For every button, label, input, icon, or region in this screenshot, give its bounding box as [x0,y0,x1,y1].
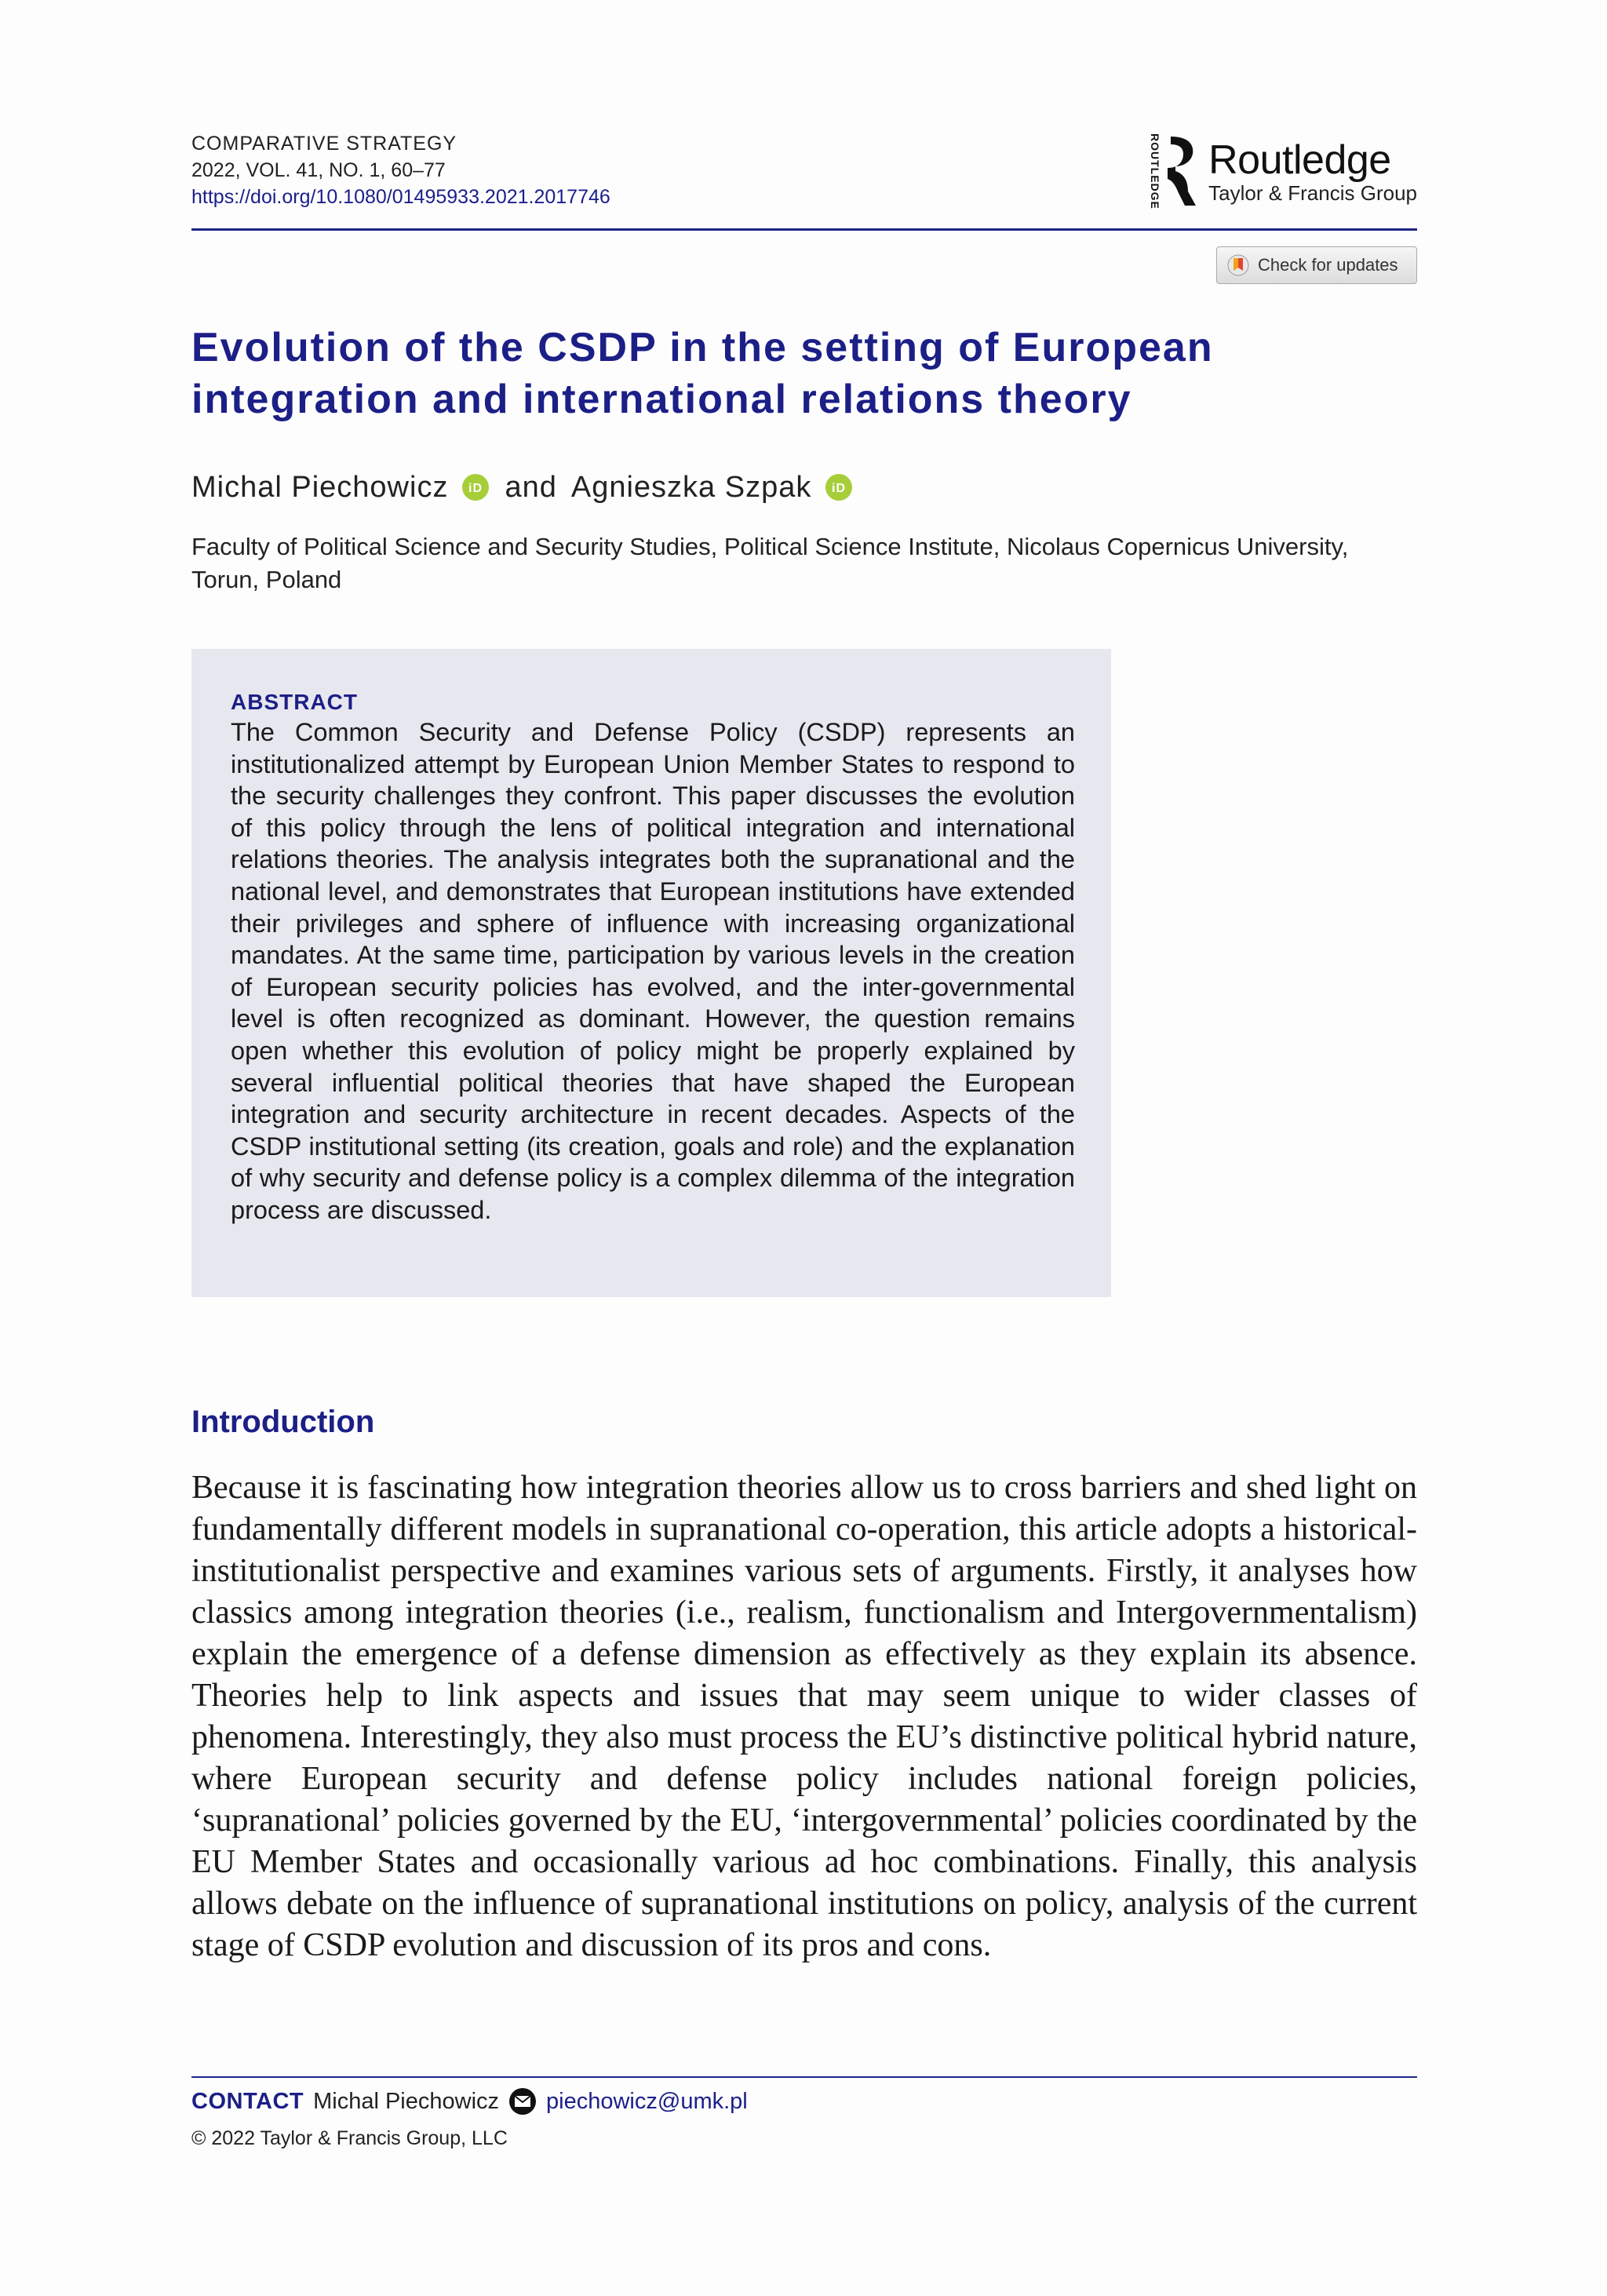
author-2: Agnieszka Szpak [570,471,812,504]
footer-divider [191,2076,1417,2078]
publisher-logo [1149,133,1417,210]
article-page [191,0,1417,2296]
abstract-text: The Common Security and Defense Policy (CSDP) represents an institutionalized attempt by European Union Member States to respond to the security challenges they confront. This paper discusses the evolution of this policy through the lens of political integration and international relations theories. The analysis integrates both the supranational and the national level, and demonstrates that European institutions have extended their privileges and sphere of influence with increasing organizational mandates. At the same time, participation by various levels in the creation of European security policies has evolved, and the inter-governmental level is often recognized as dominant. However, the question remains open whether this evolution of policy might be properly explained by several influential political theories that have shaped the European integration and security architecture in recent decades. Aspects of the CSDP institutional setting (its creation, goals and role) and the explanation of why security and defense policy is a complex dilemma of the integration process are discussed. [231,718,1075,1224]
journal-name: COMPARATIVE STRATEGY [191,133,457,155]
svg-text:iD: iD [468,482,483,495]
publisher-name: Routledge [1208,137,1391,184]
introduction-text: Because it is fascinating how integration theories allow us to cross barriers and shed light on fundamentally different models in supranational co-operation, this article adopts a historical-institutionalist perspective and examines various sets of arguments. Firstly, it analyses how classics among integration theories (i.e., realism, functionalism and Intergovernmentalism) explain the emergence of a defense dimension as effectively as they explain its absence. Theories help to link aspects and issues that may seem unique to wider classes of phenomena. Interestingly, they also must process the EU’s distinctive political hybrid nature, where European security and defense policy includes national foreign policies, ‘supranational’ policies governed by the EU, ‘intergovernmental’ policies coordinated by the EU Member States and occasionally various ad hoc combinations. Finally, this analysis allows debate on the influence of supranational institutions on policy, analysis of the current stage of CSDP evolution and discussion of its pros and cons. [191,1470,1417,1963]
doi-link[interactable]: https://doi.org/10.1080/01495933.2021.2017746 [191,186,610,208]
introduction-heading: Introduction [191,1405,375,1439]
author-line [191,468,868,507]
publisher-vertical-text: ROUTLEDGE [1149,133,1162,210]
check-for-updates-button[interactable] [1216,246,1417,284]
journal-meta [191,130,610,210]
author-conjunction: and [505,471,557,504]
routledge-r-icon [1164,133,1199,209]
volume-info: 2022, VOL. 41, NO. 1, 60–77 [191,159,446,181]
email-icon [508,2087,537,2116]
header-divider [191,228,1417,231]
abstract-box [191,649,1111,1297]
abstract-heading: ABSTRACT [231,690,358,714]
author-1: Michal Piechowicz [191,471,449,504]
orcid-icon[interactable] [825,474,852,501]
contact-email-link[interactable]: piechowicz@umk.pl [546,2089,748,2114]
contact-line [191,2086,748,2117]
publisher-group: Taylor & Francis Group [1208,181,1417,206]
check-for-updates-label: Check for updates [1258,255,1398,275]
svg-text:iD: iD [832,482,847,495]
crossmark-icon [1226,253,1250,277]
orcid-icon[interactable] [462,474,489,501]
article-title: Evolution of the CSDP in the setting of European integration and international relations theory [191,325,1214,422]
contact-name: Michal Piechowicz [313,2089,500,2114]
contact-label: CONTACT [191,2089,304,2114]
copyright-notice: © 2022 Taylor & Francis Group, LLC [191,2127,508,2149]
author-affiliation: Faculty of Political Science and Security Studies, Political Science Institute, Nicolaus Copernicus University, Torun, Poland [191,533,1349,593]
